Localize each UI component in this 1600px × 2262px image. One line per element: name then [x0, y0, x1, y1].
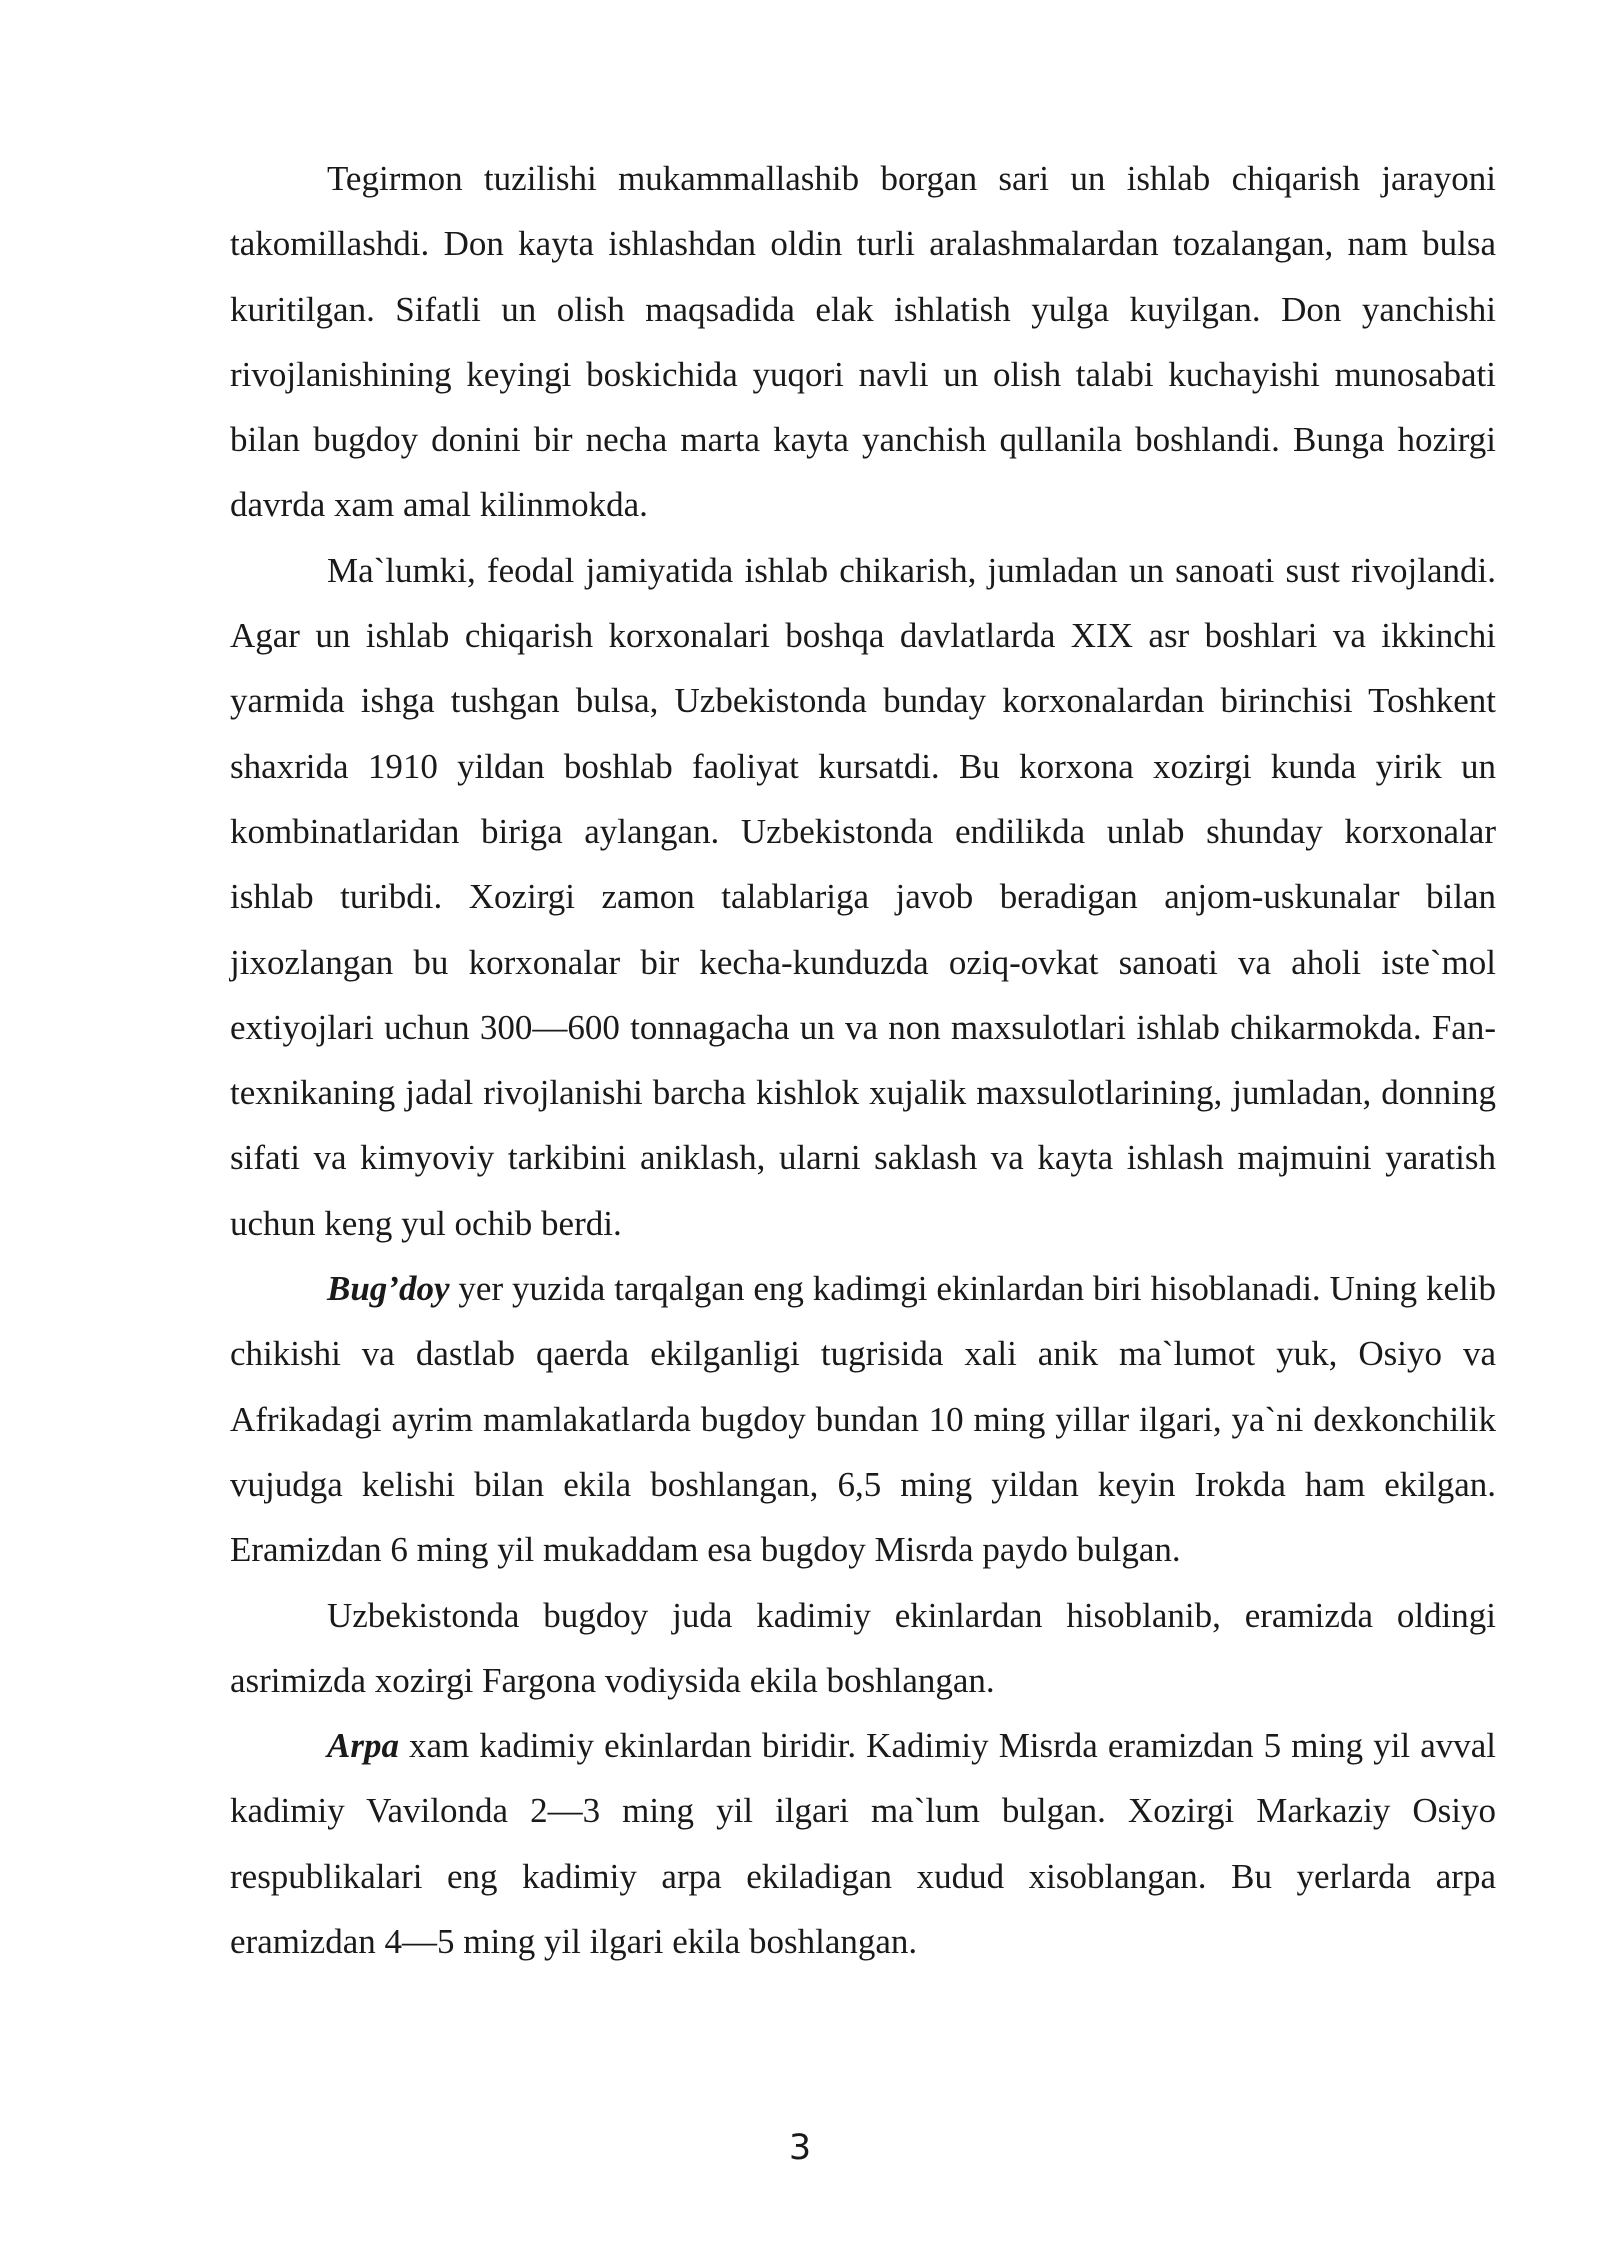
paragraph-text: Tegirmon tuzilishi mukammallashib borgan sari un ishlab chiqarish jarayoni takomillashdi. Don kayta ishlashdan oldin turli aralashmalardan tozalangan, nam bulsa kuritilgan. Sifatli un olish maqsadida elak ishlatish yulga kuyilgan. Don yanchishi rivojlanishining keyingi boskichida yuqori navli un olish talabi kuchayishi munosabati bilan bugdoy donini bir necha marta kayta yanchish qullanila boshlandi. Bunga hozirgi davrda xam amal kilinmokda. — [230, 159, 1496, 525]
paragraph-barley — [230, 1713, 1496, 1974]
paragraph-text: yer yuzida tarqalgan eng kadimgi ekinlardan biri hisoblanadi. Uning kelib chikishi va dastlab qaerda ekilganligi tugrisida xali anik ma`lumot yuk, Osiyo va Afrikadagi ayrim mamlakatlarda bugdoy bundan 10 ming yillar ilgari, ya`ni dexkonchilik vujudga kelishi bilan ekila boshlangan, 6,5 ming yildan keyin Irokda ham ekilgan. Eramizdan 6 ming yil mukaddam esa bugdoy Misrda paydo bulgan. — [230, 1269, 1496, 1570]
term-wheat: Bug’doy — [327, 1269, 450, 1309]
document-body — [230, 146, 1496, 1974]
paragraph-text: Uzbekistonda bugdoy juda kadimiy ekinlardan hisoblanib, eramizda oldingi asrimizda xozirgi Fargona vodiysida ekila boshlangan. — [230, 1595, 1496, 1700]
paragraph-wheat — [230, 1256, 1496, 1582]
page-number: 3 — [788, 2128, 812, 2168]
paragraph-wheat-uzbekistan — [230, 1583, 1496, 1714]
paragraph-text: Ma`lumki, feodal jamiyatida ishlab chikarish, jumladan un sanoati sust rivojlandi. Agar un ishlab chiqarish korxonalari boshqa davlatlarda XIX asr boshlari va ikkinchi yarmida ishga tushgan bulsa, Uzbekistonda bunday korxonalardan birinchisi Toshkent shaxrida 1910 yildan boshlab faoliyat kursatdi. Bu korxona xozirgi kunda yirik un kombinatlaridan biriga aylangan. Uzbekistonda endilikda unlab shunday korxonalar ishlab turibdi. Xozirgi zamon talablariga javob beradigan anjom-uskunalar bilan jixozlangan bu korxonalar bir kecha-kunduzda oziq-ovkat sanoati va aholi iste`mol extiyojlari uchun 300—600 tonnagacha un va non maxsulotlari ishlab chikarmokda. Fan-texnikaning jadal rivojlanishi barcha kishlok xujalik maxsulotlarining, jumladan, donning sifati va kimyoviy tarkibini aniklash, ularni saklash va kayta ishlash majmuini yaratish uchun keng yul ochib berdi. — [230, 550, 1496, 1243]
term-barley: Arpa — [327, 1726, 399, 1766]
paragraph-text: xam kadimiy ekinlardan biridir. Kadimiy Misrda eramizdan 5 ming yil avval kadimiy Vavilonda 2—3 ming yil ilgari ma`lum bulgan. Xozirgi Markaziy Osiyo respublikalari eng kadimiy arpa ekiladigan xudud xisoblangan. Bu yerlarda arpa eramizdan 4—5 ming yil ilgari ekila boshlangan. — [230, 1726, 1496, 1962]
paragraph-mill-development — [230, 146, 1496, 538]
paragraph-feudal-industry — [230, 538, 1496, 1256]
